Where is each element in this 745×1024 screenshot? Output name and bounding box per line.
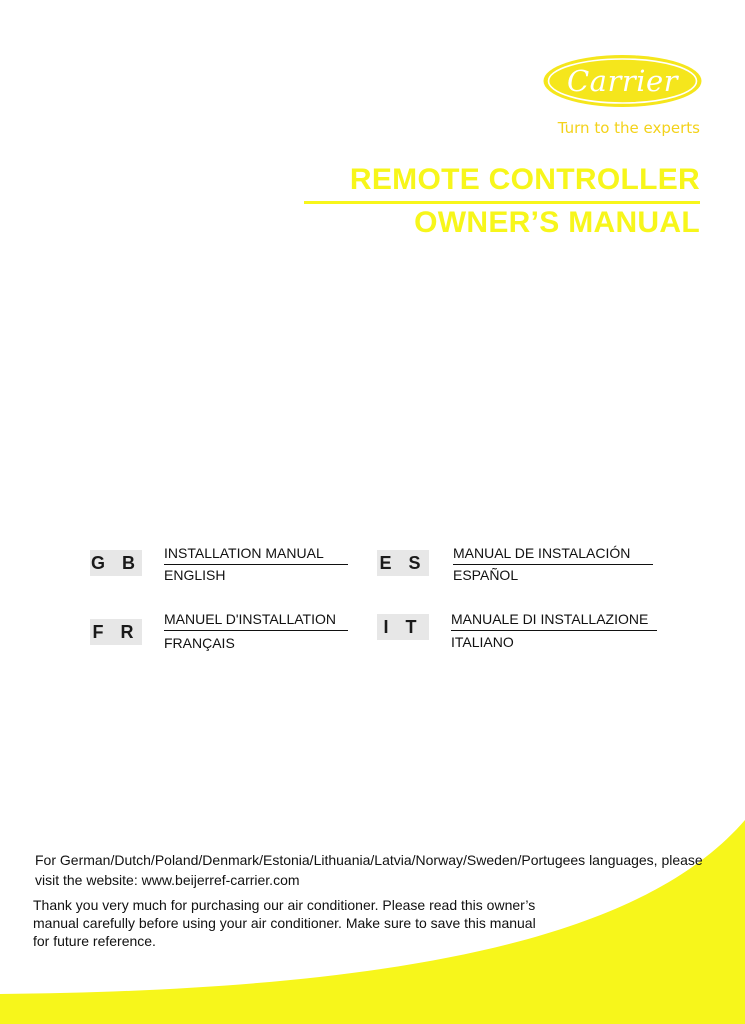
language-code-es: E S bbox=[377, 550, 429, 576]
document-subtitle: OWNER’S MANUAL bbox=[414, 206, 700, 239]
logo-wordmark: Carrier bbox=[566, 64, 678, 98]
website-languages-note: For German/Dutch/Poland/Denmark/Estonia/Lithuania/Latvia/Norway/Sweden/Portugees languages, please visit the website: www.beijerref-carrier.com bbox=[35, 852, 703, 888]
language-code-fr: F R bbox=[90, 619, 142, 645]
document-title: REMOTE CONTROLLER bbox=[349, 163, 700, 196]
language-code-gb: G B bbox=[90, 550, 142, 576]
language-name-es: ESPAÑOL bbox=[453, 567, 519, 583]
language-manual-title-fr: MANUEL D'INSTALLATION bbox=[164, 611, 336, 627]
language-name-fr: FRANÇAIS bbox=[164, 635, 235, 651]
language-name-gb: ENGLISH bbox=[164, 567, 226, 583]
language-manual-title-gb: INSTALLATION MANUAL bbox=[164, 545, 324, 561]
language-divider-gb bbox=[164, 564, 348, 565]
language-divider-it bbox=[451, 630, 657, 631]
language-manual-title-es: MANUAL DE INSTALACIÓN bbox=[453, 545, 631, 561]
language-divider-es bbox=[453, 564, 653, 565]
language-code-it: I T bbox=[377, 614, 429, 640]
brand-tagline: Turn to the experts bbox=[557, 119, 700, 137]
language-name-it: ITALIANO bbox=[451, 634, 514, 650]
thank-you-note: Thank you very much for purchasing our air conditioner. Please read this owner’s manual carefully before using your air conditioner. Make sure to save this manual for future reference. bbox=[33, 897, 536, 949]
carrier-logo bbox=[541, 53, 704, 109]
title-divider bbox=[304, 201, 700, 204]
language-divider-fr bbox=[164, 630, 348, 631]
language-manual-title-it: MANUALE DI INSTALLAZIONE bbox=[451, 611, 649, 627]
